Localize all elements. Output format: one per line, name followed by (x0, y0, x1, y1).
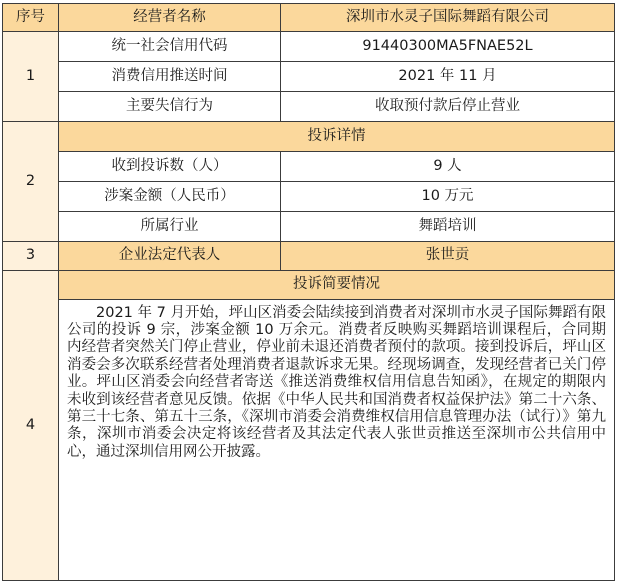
amount-value: 10 万元 (281, 181, 615, 211)
industry-label: 所属行业 (59, 211, 281, 241)
section2-index: 2 (3, 121, 59, 241)
complaint-summary-title: 投诉简要情况 (59, 270, 615, 299)
section1-index: 1 (3, 31, 59, 121)
complaint-count-label: 收到投诉数（人） (59, 151, 281, 181)
header-index: 序号 (3, 4, 59, 32)
section3-index: 3 (3, 241, 59, 270)
complaint-details-title: 投诉详情 (59, 121, 615, 151)
push-time-label: 消费信用推送时间 (59, 61, 281, 91)
dishonest-behavior-label: 主要失信行为 (59, 91, 281, 121)
legal-rep-label: 企业法定代表人 (59, 241, 281, 270)
industry-value: 舞蹈培训 (281, 211, 615, 241)
complaint-summary-text: 2021 年 7 月开始，坪山区消委会陆续接到消费者对深圳市水灵子国际舞蹈有限公司的投诉 9 宗，涉案金额 10 万余元。消费者反映购买舞蹈培训课程后，合同期内经营者突然关门停止营业，停业前未退还消费者预付的款项。接到投诉后，坪山区消委会多次联系经营者处理消费者退款诉求无果。经现场调查，发现经营者已关门停业。坪山区消委会向经营者寄送《推送消费维权信用信息告知函》，在规定的期限内未收到该经营者意见反馈。依据《中华人民共和国消费者权益保护法》第二十六条、第三十七条、第五十三条，《深圳市消委会消费维权信用信息管理办法（试行）》第九条，深圳市消委会决定将该经营者及其法定代表人张世贡推送至深圳市公共信用中心，通过深圳信用网公开披露。 (59, 299, 615, 580)
complaint-count-value: 9 人 (281, 151, 615, 181)
dishonest-behavior-value: 收取预付款后停止营业 (281, 91, 615, 121)
section4-index: 4 (3, 270, 59, 580)
credit-info-table (2, 3, 615, 581)
push-time-value: 2021 年 11 月 (281, 61, 615, 91)
credit-code-value: 91440300MA5FNAE52L (281, 31, 615, 61)
legal-rep-value: 张世贡 (281, 241, 615, 270)
credit-code-label: 统一社会信用代码 (59, 31, 281, 61)
company-name: 深圳市水灵子国际舞蹈有限公司 (281, 4, 615, 32)
amount-label: 涉案金额（人民币） (59, 181, 281, 211)
header-name: 经营者名称 (59, 4, 281, 32)
